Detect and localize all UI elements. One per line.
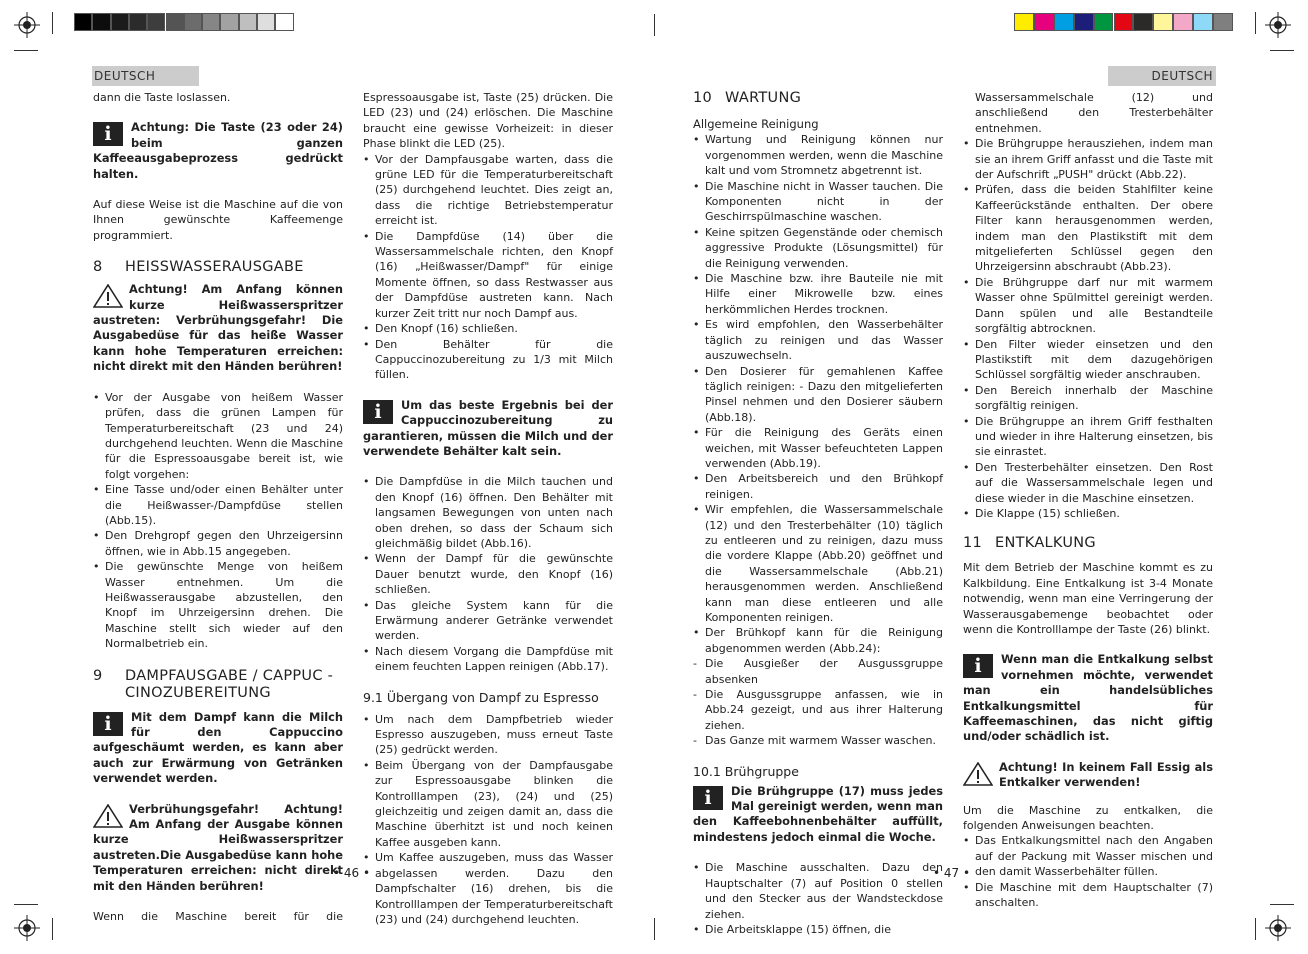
crop-mark (1270, 904, 1294, 905)
color-swatch (1094, 13, 1114, 31)
section-heading: 9 DAMPFAUSGABE / CAPPUC - CINOZUBEREITUNG (93, 667, 334, 701)
info-icon: i (693, 786, 723, 810)
list-item: • Um nach dem Dampfbetrieb wieder Espresso auszugeben, muss erneut Taste (25) gedrückt werden. (363, 712, 613, 758)
crop-mark (1270, 50, 1294, 51)
color-swatch (1173, 13, 1193, 31)
color-swatch (166, 13, 184, 31)
bullet-list (693, 860, 943, 937)
info-icon: i (963, 654, 993, 678)
list-item: • Beim Übergang von der Dampfausgabe zur Espressoausgabe blinken die Kontrolllampen (23), (24) und (25) gleichzeitig und zeigen damit an, dass die Maschine überhitzt ist und noch keinen Kaffee ausgeben kann. (363, 758, 613, 850)
color-swatch (1193, 13, 1213, 31)
list-item: • Den Filter wieder einsetzen und den Plastikstift mit dem dazugehörigen Schlüssel sorgfältig wieder anschrauben. (963, 337, 1213, 383)
list-item: • Die Arbeitsklappe (15) öffnen, die (693, 922, 943, 937)
info-note (363, 398, 613, 460)
subsection-heading: 9.1 Übergang von Dampf zu Espresso (363, 689, 599, 705)
info-note (93, 120, 343, 182)
registration-mark-top-left (14, 12, 40, 38)
color-swatch (1054, 13, 1074, 31)
paragraph: Auf diese Weise ist die Maschine auf die von Ihnen gewünschte Kaffeemenge programmiert. (93, 198, 343, 242)
color-swatch (147, 13, 165, 31)
crop-mark (1255, 918, 1256, 940)
list-item: • Die Maschine bzw. ihre Bauteile nie mit Hilfe einer Mikrowelle bzw. eines herkömmlichen Herdes trocknen. (693, 271, 943, 317)
list-item: • Die Maschine nicht in Wasser tauchen. Die Komponenten nicht in der Geschirrspülmaschine waschen. (693, 179, 943, 225)
info-note-text: Mit dem Dampf kann die Milch für den Cappuccino aufgeschäumt werden, es kann aber auch zur Erwärmung von Getränken verwendet werden. (93, 709, 343, 786)
list-item: • Das gleiche System kann für die Erwärmung anderer Getränke verwendet werden. (363, 598, 613, 644)
paragraph: dann die Taste loslassen. (93, 91, 231, 104)
registration-mark-bottom-left (14, 915, 40, 941)
list-item: - Die Ausgussgruppe anfassen, wie in Abb.24 gezeigt, und aus ihrer Halterung ziehen. (693, 687, 943, 733)
info-note-text: Die Brühgruppe (17) muss jedes Mal gereinigt werden, wenn man den Kaffeebohnenbehälter auffüllt, mindestens jedoch einmal die Woche. (693, 783, 943, 844)
info-note (693, 784, 943, 846)
list-item: • Die gewünschte Menge von heißem Wasser entnehmen. Um die Heißwasserausgabe abzustellen, den Knopf im Uhrzeigersinn drehen. Die Maschine stellt sich wieder auf den Normalbetrieb ein. (93, 559, 343, 651)
crop-mark (1255, 12, 1256, 34)
column-2 (363, 90, 613, 927)
info-icon: i (93, 122, 123, 146)
info-note-text: Um das beste Ergebnis bei der Cappuccinozubereitung zu garantieren, müssen die Milch und der verwendete Behälter kalt sein. (363, 397, 613, 458)
list-item: • Keine spitzen Gegenstände oder chemisch aggressive Produkte (Lösungsmittel) für die Reinigung verwenden. (693, 225, 943, 271)
color-swatch (1213, 13, 1233, 31)
paragraph: Um die Maschine zu entkalken, die folgenden Anweisungen beachten. (963, 803, 1213, 833)
list-item: • Die Klappe (15) schließen. (963, 506, 1213, 521)
crop-mark (14, 904, 38, 905)
warning-icon (93, 284, 123, 308)
color-swatch (129, 13, 147, 31)
warning-note (93, 282, 343, 374)
list-item: • Den Arbeitsbereich und den Brühkopf reinigen. (693, 471, 943, 502)
section-heading: 11 ENTKALKUNG (963, 535, 1096, 552)
list-item: - Das Ganze mit warmem Wasser waschen. (693, 733, 943, 748)
color-swatch (184, 13, 202, 31)
list-item: • Nach diesem Vorgang die Dampfdüse mit einem feuchten Lappen reinigen (Abb.17). (363, 644, 613, 675)
list-item: • Wenn der Dampf für die gewünschte Dauer benutzt wurde, den Knopf (16) schließen. (363, 551, 613, 597)
list-item: • Die Dampfdüse (14) über die Wassersammelschale richten, den Knopf (16) „Heißwasser/Dampf" für einige Momente öffnen, so dass Restwasser aus der Dampfdüse austreten kann. Nach kurzer Zeit tritt nur noch Dampf aus. (363, 229, 613, 321)
info-note (963, 652, 1213, 744)
warning-note (93, 802, 343, 894)
section-heading: 10 WARTUNG (693, 90, 802, 106)
column-3 (693, 90, 943, 937)
registration-mark-top-right (1265, 12, 1291, 38)
warning-icon (963, 762, 993, 786)
column-4 (963, 90, 1213, 911)
info-note-text: Achtung: Die Taste (23 oder 24) beim ganzen Kaffeeausgabeprozess gedrückt halten. (93, 120, 343, 181)
bullet-list (693, 132, 943, 656)
crop-mark (654, 14, 655, 36)
color-swatch (111, 13, 129, 31)
color-swatch (1034, 13, 1054, 31)
color-swatch (257, 13, 275, 31)
paragraph: Wassersammelschale (12) und anschließend den Tresterbehälter entnehmen. (975, 91, 1213, 135)
language-tab-right: DEUTSCH (1108, 66, 1216, 86)
bullet-list (963, 833, 1213, 910)
page-number-right: • 47 • (933, 866, 971, 880)
warning-note-text: Verbrühungsgefahr! Achtung! Am Anfang der Ausgabe können kurze Heißwasserspritzer austreten.Die Ausgabedüse kann hohe Temperaturen erreichen: nicht direkt mit den Händen berühren! (93, 801, 343, 893)
list-item: • Für die Reinigung des Geräts einen weichen, mit Wasser befeuchteten Lappen verwenden (Abb.19). (693, 425, 943, 471)
crop-mark (654, 918, 655, 940)
crop-mark (14, 50, 38, 51)
bullet-list (363, 152, 613, 383)
info-note-text: Wenn man die Entkalkung selbst vornehmen möchte, verwendet man ein handelsübliches Entkalkungsmittel für Kaffeemaschinen, das nicht giftig und/oder schädlich ist. (963, 652, 1213, 744)
list-item: • Wartung und Reinigung können nur vorgenommen werden, wenn die Maschine kalt und vom Stromnetz abgetrennt ist. (693, 132, 943, 178)
warning-note-text: Achtung! In keinem Fall Essig als Entkalker verwenden! (999, 759, 1213, 790)
list-item: • Die Maschine mit dem Hauptschalter (7) anschalten. (963, 880, 1213, 911)
bullet-list (93, 390, 343, 652)
warning-note-text: Achtung! Am Anfang können kurze Heißwasserspritzer austreten: Verbrühungsgefahr! Die Ausgabedüse für das heiße Wasser kann hohe Temperaturen erreichen: nicht direkt mit den Händen berühren! (93, 282, 343, 374)
crop-mark (52, 12, 53, 34)
column-1 (93, 90, 343, 924)
list-item: • Um Kaffee auszugeben, muss das Wasser abgelassen werden. Dazu den Dampfschalter (16) drehen, bis die Kontrolllampen der Temperaturbereitschaft (23) und (24) durchgehend leuchten. (363, 850, 613, 927)
color-swatch (220, 13, 238, 31)
warning-note (963, 760, 1213, 791)
subsection-heading: 10.1 Brühgruppe (693, 763, 799, 779)
info-note (93, 710, 343, 787)
color-swatch (202, 13, 220, 31)
list-item: • Das Entkalkungsmittel nach den Angaben auf der Packung mit Wasser mischen und den damit Wasserbehälter füllen. (963, 833, 1213, 879)
color-swatch (275, 13, 293, 31)
list-item: • Wir empfehlen, die Wassersammelschale (12) und den Tresterbehälter (10) täglich zu entleeren und zu reinigen, dazu muss die vordere Klappe (Abb.20) geöffnet und die Wassersammelschale (Abb.21) herausgenommen werden. Anschließend kann man diese entleeren und alle Komponenten reinigen. (693, 502, 943, 625)
warning-icon (93, 804, 123, 828)
list-item: • Den Knopf (16) schließen. (363, 321, 613, 336)
color-swatch (1074, 13, 1094, 31)
list-item: • Den Bereich innerhalb der Maschine sorgfältig reinigen. (963, 383, 1213, 414)
list-item: • Vor der Dampfausgabe warten, dass die grüne LED für die Temperaturbereitschaft (25) durchgehend leuchtet. Dies zeigt an, dass die richtige Betriebstemperatur erreicht ist. (363, 152, 613, 229)
list-item: • Prüfen, dass die beiden Stahlfilter keine Kaffeerückstände enthalten. Der obere Filter kann herausgenommen werden, indem man den Plastikstift mit dem mitgelieferten Schlüssel gegen den Uhrzeigersinn abschraubt (Abb.23). (963, 182, 1213, 274)
language-tab-left: DEUTSCH (92, 66, 199, 86)
list-item: • Den Drehgropf gegen den Uhrzeigersinn öffnen, wie in Abb.15 angegeben. (93, 528, 343, 559)
list-item: • Den Dosierer für gemahlenen Kaffee täglich reinigen: - Dazu den mitgelieferten Pinsel nehmen und den Dosierer säubern (Abb.18). (693, 364, 943, 426)
list-item: • Die Dampfdüse in die Milch tauchen und den Knopf (16) öffnen. Den Behälter mit langsamen Bewegungen von unten nach oben drehen, so dass der Schaum sich gleichmäßig bildet (Abb.16). (363, 474, 613, 551)
list-item: • Die Brühgruppe an ihrem Griff festhalten und wieder in ihre Halterung einsetzen, bis sie einrastet. (963, 414, 1213, 460)
subsection-label: Allgemeine Reinigung (693, 117, 819, 131)
bullet-list (963, 136, 1213, 521)
bullet-list (363, 712, 613, 928)
color-swatch (92, 13, 110, 31)
color-swatch (1114, 13, 1134, 31)
paragraph: Wenn die Maschine bereit für die (93, 910, 343, 924)
list-item: • Vor der Ausgabe von heißem Wasser prüfen, dass die grünen Lampen für Temperaturbereitschaft (23 und 24) durchgehend leuchten. Wenn die Maschine für die Espressoausgabe bereit ist, wie folgt vorgehen: (93, 390, 343, 482)
list-item: - Die Ausgießer der Ausgussgruppe absenken (693, 656, 943, 687)
paragraph: Mit dem Betrieb der Maschine kommt es zu Kalkbildung. Eine Entkalkung ist 3-4 Monate notwendig, wenn man eine Verringerung der Wasserausgabemenge beobachtet oder wenn die Kontrolllampe der Taste (26) blinkt. (963, 561, 1213, 636)
paragraph: Espressoausgabe ist, Taste (25) drücken. Die LED (23) und (24) erlöschen. Die Maschine braucht eine gewisse Vorheizeit: in dieser Phase blinkt die LED (25). (363, 91, 613, 151)
color-swatch (239, 13, 257, 31)
list-item: • Die Brühgruppe darf nur mit warmem Wasser ohne Spülmittel gereinigt werden. Dann spülen und alle Bestandteile sorgfältig abtrocknen. (963, 275, 1213, 337)
section-heading: 8 HEISSWASSERAUSGABE (93, 259, 304, 276)
info-icon: i (93, 712, 123, 736)
dash-list (693, 656, 943, 748)
list-item: • Eine Tasse und/oder einen Behälter unter die Heißwasser-/Dampfdüse stellen (Abb.15). (93, 482, 343, 528)
info-icon: i (363, 400, 393, 424)
list-item: • Die Maschine ausschalten. Dazu den Hauptschalter (7) auf Position 0 stellen und den Stecker aus der Wandsteckdose ziehen. (693, 860, 943, 922)
crop-mark (52, 918, 53, 940)
color-swatch (1014, 13, 1034, 31)
list-item: • Es wird empfohlen, den Wasserbehälter täglich zu reinigen und das Wasser auszuwechseln. (693, 317, 943, 363)
page-number-left: • 46 • (333, 866, 371, 880)
color-swatch (74, 13, 92, 31)
bullet-list (363, 474, 613, 674)
list-item: • Der Brühkopf kann für die Reinigung abgenommen werden (Abb.24): (693, 625, 943, 656)
registration-mark-bottom-right (1265, 915, 1291, 941)
list-item: • Den Tresterbehälter einsetzen. Den Rost auf die Wassersammelschale legen und diese wieder in die Maschine einsetzen. (963, 460, 1213, 506)
list-item: • Den Behälter für die Cappuccinozubereitung zu 1/3 mit Milch füllen. (363, 337, 613, 383)
color-swatch (1153, 13, 1173, 31)
list-item: • Die Brühgruppe herausziehen, indem man sie an ihrem Griff anfasst und die Taste mit der Aufschrift „PUSH" drückt (Abb.22). (963, 136, 1213, 182)
color-swatch (1133, 13, 1153, 31)
